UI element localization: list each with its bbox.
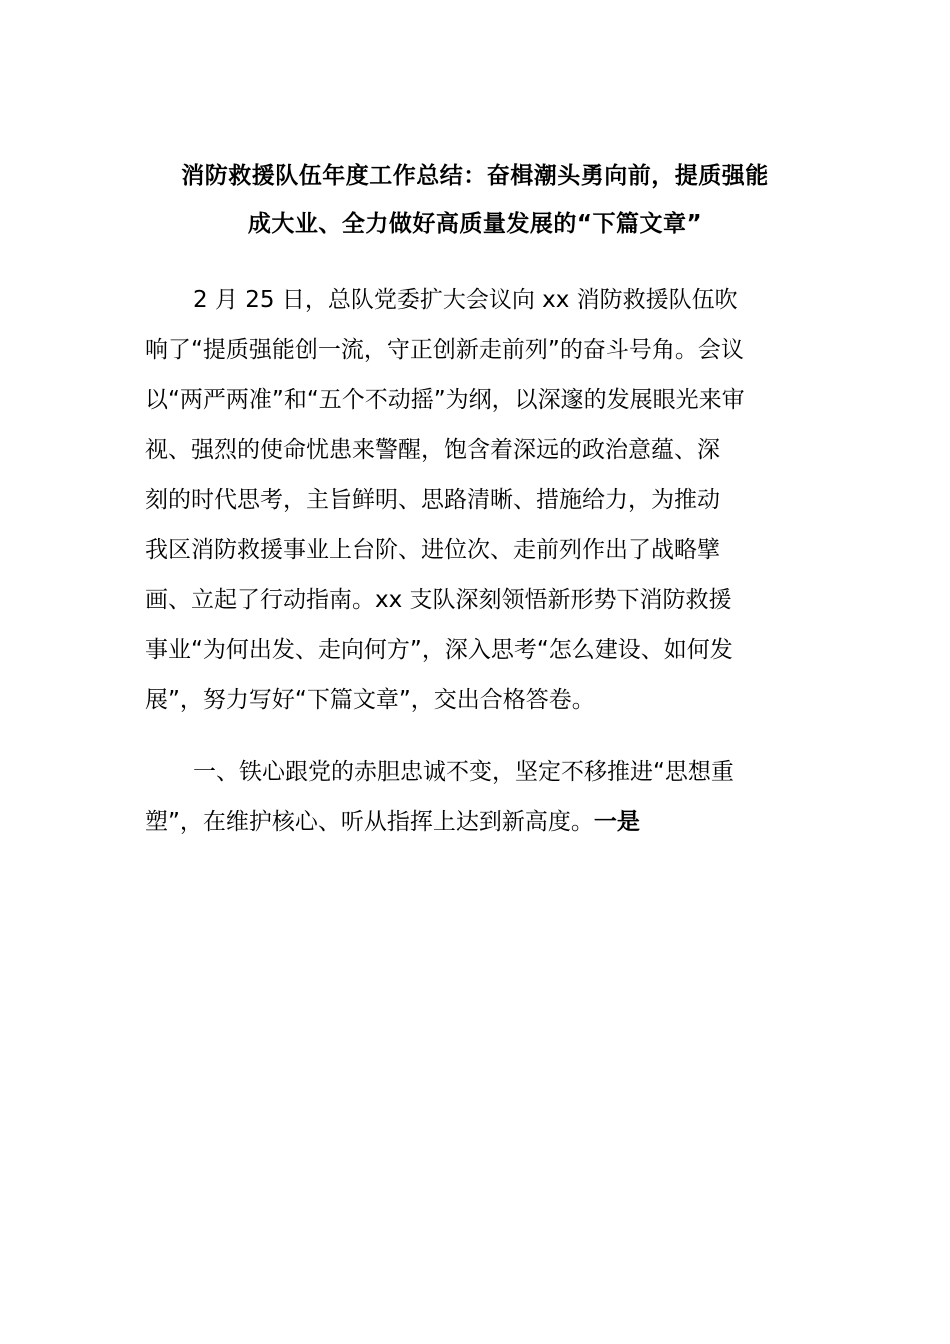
paragraph-1-line: 以“两严两准”和“五个不动摇”为纲，以深邃的发展眼光来审 [145,387,745,413]
paragraph-1 [145,275,810,725]
paragraph-1-line: 刻的时代思考，主旨鲜明、思路清晰、措施给力，为推动 [145,487,720,513]
paragraph-1-line: 2 月 25 日，总队党委扩大会议向 xx 消防救援队伍吹 [193,287,738,313]
document-title [145,152,805,248]
paragraph-2-line: 一、铁心跟党的赤胆忠诚不变，坚定不移推进“思想重 [193,759,734,785]
title-line-2: 成大业、全力做好高质量发展的“下篇文章” [247,211,703,237]
paragraph-1-line: 视、强烈的使命忧患来警醒，饱含着深远的政治意蕴、深 [145,437,720,463]
paragraph-2-line [145,797,810,847]
paragraph-1-line: 我区消防救援事业上台阶、进位次、走前列作出了战略擘 [145,537,720,563]
paragraph-2-bold-lead: 一是 [593,809,640,835]
title-line-1: 消防救援队伍年度工作总结：奋楫潮头勇向前，提质强能 [181,163,769,189]
paragraph-1-line: 响了“提质强能创一流，守正创新走前列”的奋斗号角。会议 [145,337,744,363]
paragraph-1-line: 展”，努力写好“下篇文章”，交出合格答卷。 [145,687,595,713]
paragraph-2 [145,747,810,847]
paragraph-1-line: 事业“为何出发、走向何方”，深入思考“怎么建设、如何发 [145,637,733,663]
paragraph-2-line-text: 塑”，在维护核心、听从指挥上达到新高度。 [145,809,594,835]
paragraph-1-line: 画、立起了行动指南。xx 支队深刻领悟新形势下消防救援 [145,587,732,613]
